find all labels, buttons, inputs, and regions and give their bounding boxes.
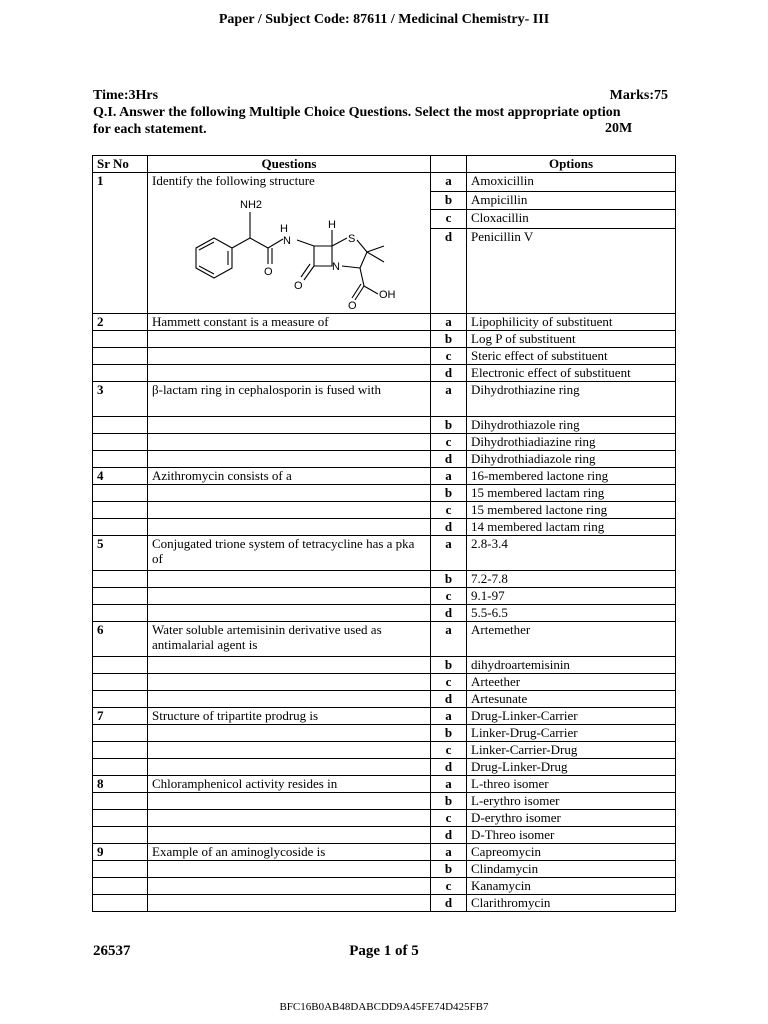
question-number-empty	[93, 827, 148, 844]
structure-label: O	[264, 266, 273, 278]
table-row	[93, 502, 676, 519]
questions-table	[92, 155, 676, 912]
header-options: Options	[467, 156, 676, 173]
table-row	[93, 742, 676, 759]
option-text: L-threo isomer	[467, 776, 676, 793]
option-letter: c	[431, 810, 467, 827]
question-text-empty	[148, 691, 431, 708]
question-number-empty	[93, 588, 148, 605]
option-text: Dihydrothiazole ring	[467, 417, 676, 434]
option-text: Capreomycin	[467, 844, 676, 861]
table-row	[93, 571, 676, 588]
option-text: Linker-Carrier-Drug	[467, 742, 676, 759]
option-letter: b	[431, 191, 467, 210]
question-text: Identify the following structure	[152, 173, 315, 188]
option-text: Steric effect of substituent	[467, 348, 676, 365]
question-text-empty	[148, 861, 431, 878]
option-text: Drug-Linker-Drug	[467, 759, 676, 776]
table-row	[93, 810, 676, 827]
option-letter: a	[431, 844, 467, 861]
table-row	[93, 759, 676, 776]
question-number-empty	[93, 331, 148, 348]
option-letter: c	[431, 674, 467, 691]
option-letter: d	[431, 759, 467, 776]
question-text-cell	[148, 173, 431, 314]
question-number-empty	[93, 810, 148, 827]
question-text-empty	[148, 485, 431, 502]
structure-label: O	[294, 280, 303, 292]
option-text: Dihydrothiadiazine ring	[467, 434, 676, 451]
question-text-empty	[148, 827, 431, 844]
structure-label: NH2	[240, 199, 263, 211]
table-row	[93, 622, 676, 657]
question-text-empty	[148, 810, 431, 827]
option-letter: d	[431, 691, 467, 708]
question-number-empty	[93, 759, 148, 776]
exam-time: Time:3Hrs	[93, 88, 159, 103]
option-letter: d	[431, 228, 467, 246]
question-number: 3	[93, 382, 148, 417]
table-row	[93, 691, 676, 708]
option-text: 15 membered lactone ring	[467, 502, 676, 519]
option-text: 14 membered lactam ring	[467, 519, 676, 536]
question-number-empty	[93, 605, 148, 622]
option-letter: c	[431, 742, 467, 759]
table-row	[93, 895, 676, 912]
option-text: Dihydrothiazine ring	[467, 382, 676, 417]
option-letter: a	[431, 314, 467, 331]
structure-label: H	[328, 219, 336, 231]
option-letter: b	[431, 331, 467, 348]
table-row	[93, 605, 676, 622]
question-text: Conjugated trione system of tetracycline has a pka of	[148, 536, 431, 571]
option-text: Ampicillin	[467, 191, 676, 210]
question-text: Structure of tripartite prodrug is	[148, 708, 431, 725]
question-number-empty	[93, 434, 148, 451]
option-letter: d	[431, 365, 467, 382]
option-text: 9.1-97	[467, 588, 676, 605]
question-number-empty	[93, 878, 148, 895]
option-text: 2.8-3.4	[467, 536, 676, 571]
option-text: Cloxacillin	[467, 210, 676, 229]
table-row	[93, 314, 676, 331]
option-letter: c	[431, 434, 467, 451]
option-letter: c	[431, 348, 467, 365]
question-number: 2	[93, 314, 148, 331]
table-row	[93, 844, 676, 861]
option-text: Log P of substituent	[467, 331, 676, 348]
question-number-empty	[93, 348, 148, 365]
table-row	[93, 451, 676, 468]
question-number-empty	[93, 691, 148, 708]
option-letter: a	[431, 622, 467, 657]
table-row	[93, 861, 676, 878]
option-letter: b	[431, 725, 467, 742]
question-number-empty	[93, 674, 148, 691]
question-text: Hammett constant is a measure of	[148, 314, 431, 331]
question-text-empty	[148, 451, 431, 468]
question-number-empty	[93, 365, 148, 382]
question-number-empty	[93, 451, 148, 468]
question-text-empty	[148, 793, 431, 810]
question-number-empty	[93, 502, 148, 519]
option-letter: b	[431, 571, 467, 588]
option-letter: d	[431, 895, 467, 912]
document-code: BFC16B0AB48DABCDD9A45FE74D425FB7	[279, 1001, 489, 1013]
option-letter: a	[431, 173, 467, 192]
question-number-empty	[93, 571, 148, 588]
table-row	[93, 434, 676, 451]
option-letter: d	[431, 605, 467, 622]
option-letter: b	[431, 417, 467, 434]
table-row	[93, 365, 676, 382]
header-letter	[431, 156, 467, 173]
paper-title: Paper / Subject Code: 87611 / Medicinal Chemistry- III	[218, 12, 550, 27]
question-text-empty	[148, 657, 431, 674]
question-number-empty	[93, 657, 148, 674]
option-letter: c	[431, 210, 467, 229]
question-number: 5	[93, 536, 148, 571]
option-text: Drug-Linker-Carrier	[467, 708, 676, 725]
option-text: Electronic effect of substituent	[467, 365, 676, 382]
option-text: 7.2-7.8	[467, 571, 676, 588]
option-text: Lipophilicity of substituent	[467, 314, 676, 331]
question-number: 1	[93, 173, 148, 314]
table-row	[93, 878, 676, 895]
structure-label: S	[348, 233, 356, 245]
question-text-empty	[148, 365, 431, 382]
table-row	[93, 417, 676, 434]
option-letter: a	[431, 776, 467, 793]
option-letter: d	[431, 451, 467, 468]
table-row	[93, 657, 676, 674]
option-letter: c	[431, 502, 467, 519]
option-letter: c	[431, 588, 467, 605]
paper-code: 26537	[93, 943, 131, 959]
question-number-empty	[93, 742, 148, 759]
table-row	[93, 708, 676, 725]
question-text-empty	[148, 502, 431, 519]
question-text-empty	[148, 348, 431, 365]
option-text: D-Threo isomer	[467, 827, 676, 844]
question-text-empty	[148, 895, 431, 912]
question-text: Water soluble artemisinin derivative used as antimalarial agent is	[148, 622, 431, 657]
option-letter: b	[431, 793, 467, 810]
option-text: Penicillin V	[467, 228, 676, 246]
option-text: 16-membered lactone ring	[467, 468, 676, 485]
option-letter: b	[431, 485, 467, 502]
structure-label: OH	[379, 289, 396, 301]
option-text: Clindamycin	[467, 861, 676, 878]
option-text: dihydroartemisinin	[467, 657, 676, 674]
question-text-empty	[148, 605, 431, 622]
option-letter: a	[431, 536, 467, 571]
question-number-empty	[93, 485, 148, 502]
question-number-empty	[93, 519, 148, 536]
table-row	[93, 793, 676, 810]
question-text-empty	[148, 331, 431, 348]
option-text: Artemether	[467, 622, 676, 657]
question-text: Chloramphenicol activity resides in	[148, 776, 431, 793]
question-text: β-lactam ring in cephalosporin is fused with	[148, 382, 431, 417]
structure-label: N	[283, 235, 291, 247]
table-row	[93, 536, 676, 571]
question-text-empty	[148, 571, 431, 588]
question-text-empty	[148, 759, 431, 776]
question-number: 4	[93, 468, 148, 485]
question-number: 6	[93, 622, 148, 657]
question-number: 9	[93, 844, 148, 861]
option-text: 5.5-6.5	[467, 605, 676, 622]
page-number: Page 1 of 5	[349, 943, 419, 959]
ampicillin-structure-diagram	[152, 190, 422, 310]
question-text-empty	[148, 742, 431, 759]
option-letter: d	[431, 519, 467, 536]
table-row	[93, 588, 676, 605]
question-number-empty	[93, 417, 148, 434]
option-text: Artesunate	[467, 691, 676, 708]
question-number: 7	[93, 708, 148, 725]
table-row	[93, 468, 676, 485]
question-number: 8	[93, 776, 148, 793]
option-letter: b	[431, 861, 467, 878]
exam-marks: Marks:75	[609, 88, 668, 103]
option-text: Clarithromycin	[467, 895, 676, 912]
option-text: D-erythro isomer	[467, 810, 676, 827]
table-row	[93, 485, 676, 502]
structure-label: N	[332, 261, 340, 273]
question-text-empty	[148, 878, 431, 895]
option-text: 15 membered lactam ring	[467, 485, 676, 502]
option-text: L-erythro isomer	[467, 793, 676, 810]
question-instruction: Q.I. Answer the following Multiple Choice Questions. Select the most appropriate option for each statement.	[93, 105, 621, 137]
option-letter: a	[431, 468, 467, 485]
option-letter-spacer	[431, 246, 467, 313]
option-letter: d	[431, 827, 467, 844]
question-text-empty	[148, 674, 431, 691]
option-text: Amoxicillin	[467, 173, 676, 192]
option-text: Linker-Drug-Carrier	[467, 725, 676, 742]
question-text-empty	[148, 588, 431, 605]
option-letter: b	[431, 657, 467, 674]
question-number-empty	[93, 861, 148, 878]
header-questions: Questions	[148, 156, 431, 173]
question-text-empty	[148, 725, 431, 742]
table-row	[93, 776, 676, 793]
table-row	[93, 725, 676, 742]
question-text: Azithromycin consists of a	[148, 468, 431, 485]
question-number-empty	[93, 793, 148, 810]
table-header-row	[93, 156, 676, 173]
table-row	[93, 348, 676, 365]
question-text-empty	[148, 417, 431, 434]
table-row	[93, 519, 676, 536]
header-srno: Sr No	[93, 156, 148, 173]
question-text-empty	[148, 519, 431, 536]
option-text: Kanamycin	[467, 878, 676, 895]
table-row	[93, 331, 676, 348]
table-row	[93, 674, 676, 691]
option-text: Arteether	[467, 674, 676, 691]
table-row	[93, 173, 676, 192]
structure-label: H	[280, 223, 288, 235]
question-number-empty	[93, 725, 148, 742]
table-row	[93, 827, 676, 844]
option-text-spacer	[467, 246, 676, 313]
structure-label: O	[348, 300, 357, 310]
option-letter: c	[431, 878, 467, 895]
option-text: Dihydrothiadiazole ring	[467, 451, 676, 468]
question-text-empty	[148, 434, 431, 451]
option-letter: a	[431, 382, 467, 417]
table-row	[93, 382, 676, 417]
question-number-empty	[93, 895, 148, 912]
option-letter: a	[431, 708, 467, 725]
section-marks: 20M	[605, 121, 633, 136]
question-text: Example of an aminoglycoside is	[148, 844, 431, 861]
